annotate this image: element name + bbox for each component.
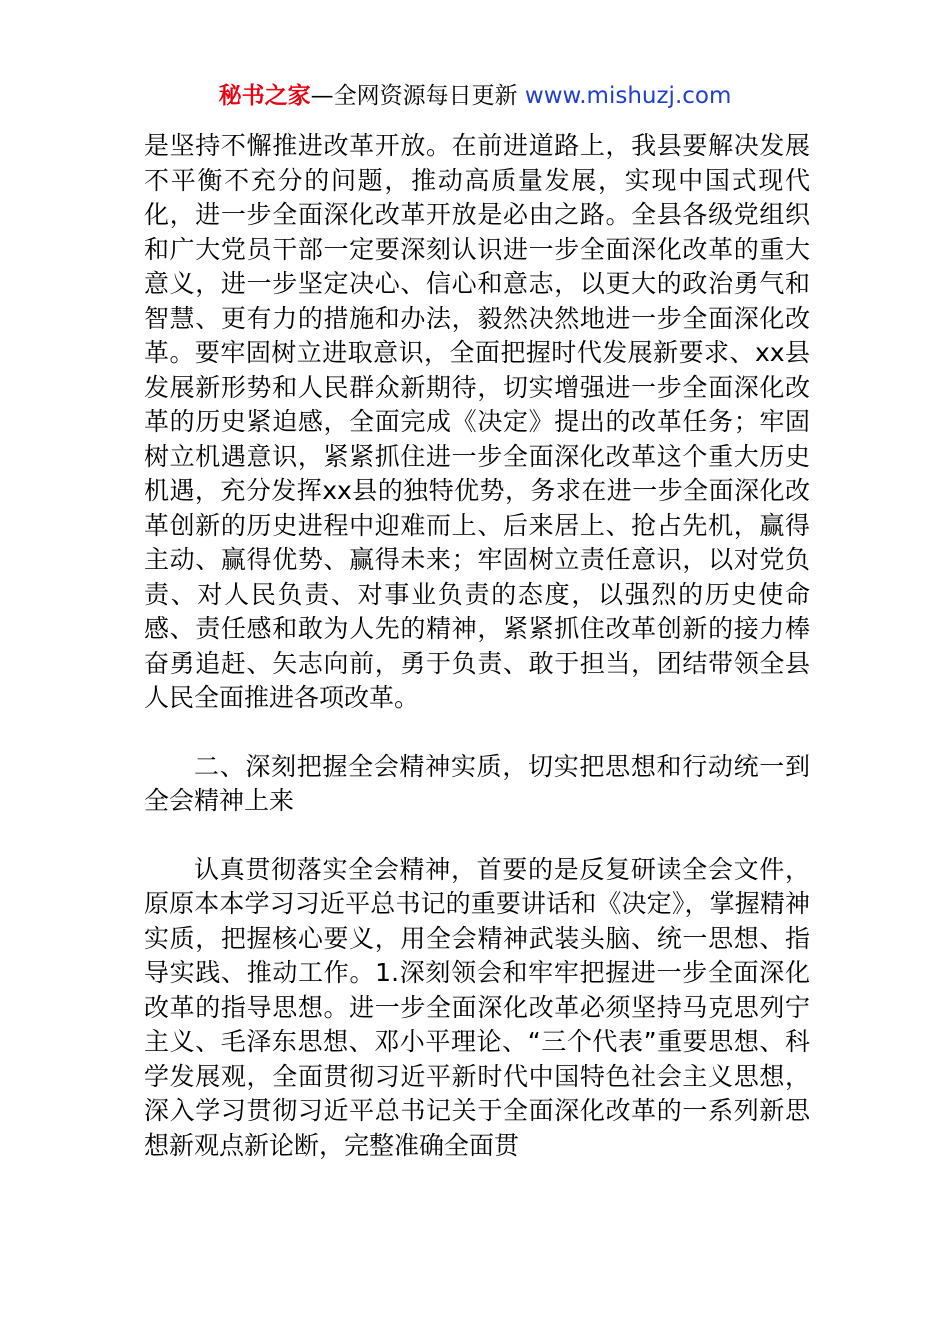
body-paragraph: 是坚持不懈推进改革开放。在前进道路上，我县要解决发展不平衡不充分的问题，推动高质量发展，实现中国式现代化，进一步全面深化改革开放是必由之路。全县各级党组织和广大党员干部一定要深刻认识进一步全面深化改革的重大意义，进一步坚定决心、信心和意志，以更大的政治勇气和智慧、更有力的措施和办法，毅然决然地进一步全面深化改革。要牢固树立进取意识，全面把握时代发展新要求、xx县发展新形势和人民群众新期待，切实增强进一步全面深化改革的历史紧迫感，全面完成《决定》提出的改革任务；牢固树立机遇意识，紧紧抓住进一步全面深化改革这个重大历史机遇，充分发挥xx县的独特优势，务求在进一步全面深化改革创新的历史进程中迎难而上、后来居上、抢占先机，赢得主动、赢得优势、赢得未来；牢固树立责任意识，以对党负责、对人民负责、对事业负责的态度，以强烈的历史使命感、责任感和敢为人先的精神，紧紧抓住改革创新的接力棒奋勇追赶、矢志向前，勇于负责、敢于担当，团结带领全县人民全面推进各项改革。 xyxy=(144,131,810,712)
site-url-link[interactable]: www.mishuzj.com xyxy=(524,83,732,109)
section-heading: 二、深刻把握全会精神实质，切实把思想和行动统一到全会精神上来 xyxy=(144,751,810,815)
body-paragraph: 认真贯彻落实全会精神，首要的是反复研读全会文件，原原本本学习习近平总书记的重要讲话和《决定》，掌握精神实质，把握核心要义，用全会精神武装头脑、统一思想、指导实践、推动工作。1.深刻领会和牢牢把握进一步全面深化改革的指导思想。进一步全面深化改革必须坚持马克思列宁主义、毛泽东思想、邓小平理论、“三个代表”重要思想、科学发展观，全面贯彻习近平新时代中国特色社会主义思想，深入学习贯彻习近平总书记关于全面深化改革的一系列新思想新观点新论断，完整准确全面贯 xyxy=(144,854,810,1160)
header-tagline: —全网资源每日更新 xyxy=(310,83,525,109)
document-body xyxy=(144,129,810,1163)
brand-name: 秘书之家 xyxy=(218,83,311,109)
site-header xyxy=(0,80,950,112)
